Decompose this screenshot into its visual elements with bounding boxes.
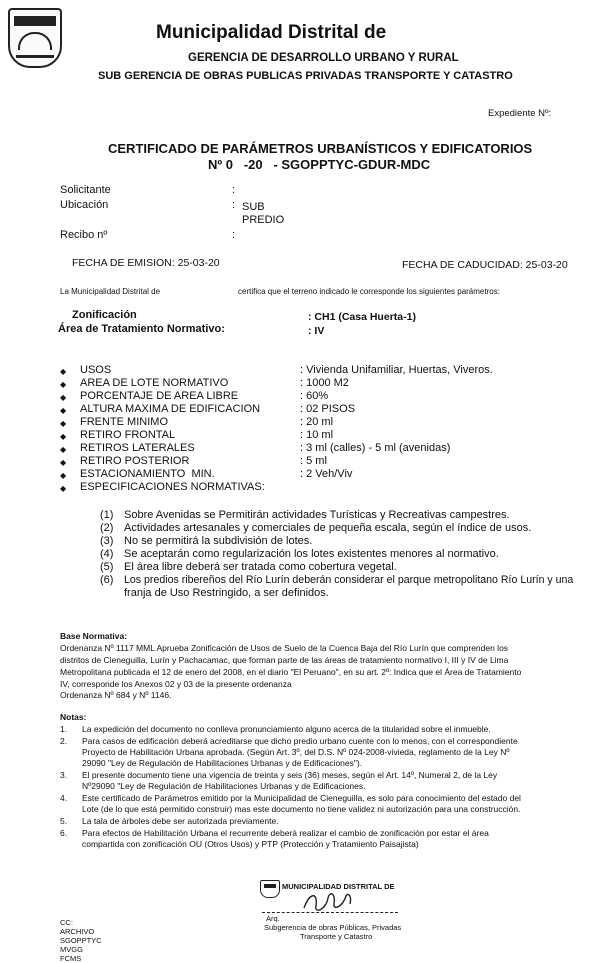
param-label: AREA DE LOTE NORMATIVO: [80, 377, 229, 389]
nota-line: El presente documento tiene una vigencia de treinta y seis (36) meses, según el Art. 14º, Numeral 2, de la Ley: [82, 770, 498, 780]
seal-text: MUNICIPALIDAD DISTRITAL DE: [282, 882, 395, 891]
nota-line: Para efectos de Habilitación Urbana el recurrente deberá realizar el cambio de zonificación por estar el área: [82, 828, 489, 838]
signature-subgerencia: Subgerencia de obras Públicas, Privadas: [264, 923, 402, 932]
param-value: : 3 ml (calles) - 5 ml (avenidas): [300, 442, 451, 454]
base-normativa-line: Metropolitana publicada el 12 de enero del 2008, en el diario "El Peruano", en su art. 2º: Indica que el Área de Tratamiento: [60, 667, 522, 677]
spec-text: El área libre deberá ser tratada como cobertura vegetal.: [124, 561, 397, 573]
spec-number: (5): [100, 561, 114, 573]
nota-number: 6.: [60, 828, 68, 838]
spec-text: Se aceptarán como regularización los lotes existentes menores al normativo.: [124, 548, 499, 560]
recibo-label: Recibo nº: [60, 229, 108, 241]
nota-line: Este certificado de Parámetros emitido por la Municipalidad de Cieneguilla, es solo para conocimiento del estado del: [82, 793, 521, 803]
base-normativa-line: distritos de Cieneguilla, Lurín y Pachacamac, que forman parte de las áreas de tratamiento normativo I, III y IV de Lima: [60, 655, 509, 665]
fecha-caducidad: FECHA DE CADUCIDAD: 25-03-20: [402, 259, 568, 271]
bullet-icon: ◆: [60, 484, 67, 493]
subgerencia-title: SUB GERENCIA DE OBRAS PUBLICAS PRIVADAS TRANSPORTE Y CATASTRO: [98, 70, 513, 82]
param-label: ESPECIFICACIONES NORMATIVAS:: [80, 481, 265, 493]
param-label: FRENTE MINIMO: [80, 416, 168, 428]
base-normativa-line: IV, corresponde los Anexos 02 y 03 de la presente ordenanza: [60, 679, 292, 689]
municipality-logo: [8, 8, 62, 68]
param-value: : 20 ml: [300, 416, 334, 428]
fecha-emision: FECHA DE EMISION: 25-03-20: [72, 257, 220, 269]
municipal-seal-icon: [260, 880, 280, 898]
cc-item: FCMS: [60, 954, 82, 963]
base-normativa-line: Ordenanza Nº 1117 MML Aprueba Zonificación de Usos de Suelo de la Cuenca Baja del Río Lurín que comprenden los: [60, 643, 509, 653]
cc-item: SGOPPTYC: [60, 936, 102, 945]
solicitante-label: Solicitante: [60, 184, 111, 196]
spec-text: Los predios ribereños del Río Lurín deberán considerar el parque metropolitano Río Lurín y una: [124, 574, 574, 586]
param-value: : 02 PISOS: [300, 403, 356, 415]
bullet-icon: ◆: [60, 419, 67, 428]
bullet-icon: ◆: [60, 393, 67, 402]
nota-line: Nº29090 "Ley de Regulación de Habilitaciones Urbanas y de Edificaciones.: [82, 781, 366, 791]
nota-line: Para casos de edificación deberá acreditarse que dicho predio urbano cuente con lo menos, con el correspondiente: [82, 736, 518, 746]
nota-line: 29090 "Ley de Regulación de Habilitaciones Urbanas y de Edificaciones").: [82, 758, 363, 768]
ubicacion-colon: :: [232, 199, 236, 211]
spec-number: (6): [100, 574, 114, 586]
intro-right: certifica que el terreno indicado le corresponde los siguientes parámetros:: [238, 287, 500, 296]
signature-line: [262, 912, 398, 913]
param-value: : 2 Veh/Viv: [300, 468, 353, 480]
param-value: : Vivienda Unifamiliar, Huertas, Viveros.: [300, 364, 493, 376]
spec-text: No se permitirá la subdivisión de lotes.: [124, 535, 313, 547]
nota-number: 3.: [60, 770, 68, 780]
nota-number: 1.: [60, 724, 68, 734]
zonificacion-value: : CH1 (Casa Huerta-1): [308, 311, 416, 323]
nota-line: compartida con zonificación OU (Otros Usos) y PTP (Protección y Tratamiento Paisajista): [82, 839, 419, 849]
bullet-icon: ◆: [60, 458, 67, 467]
certificate-title: CERTIFICADO DE PARÁMETROS URBANÍSTICOS Y EDIFICATORIOS: [108, 141, 533, 156]
param-label: USOS: [80, 364, 112, 376]
bullet-icon: ◆: [60, 445, 67, 454]
recibo-value: :: [232, 229, 236, 241]
nota-line: La expedición del documento no conlleva pronunciamiento alguno acerca de la titularidad sobre el inmueble.: [82, 724, 491, 734]
notas-title: Notas:: [60, 712, 87, 722]
certificate-number: Nº 0 -20 - SGOPPTYC-GDUR-MDC: [208, 157, 431, 172]
param-label: ESTACIONAMIENTO MIN.: [80, 468, 215, 480]
nota-line: La tala de árboles debe ser autorizada previamente.: [82, 816, 279, 826]
param-label: RETIROS LATERALES: [80, 442, 195, 454]
expediente-label: Expediente Nº:: [488, 108, 552, 119]
intro-left: La Municipalidad Distrital de: [60, 287, 161, 296]
param-label: RETIRO POSTERIOR: [80, 455, 190, 467]
bullet-icon: ◆: [60, 432, 67, 441]
ubicacion-label: Ubicación: [60, 199, 109, 211]
area-tratamiento-label: Área de Tratamiento Normativo:: [58, 323, 225, 335]
nota-number: 5.: [60, 816, 68, 826]
municipality-name: Municipalidad Distrital de: [156, 22, 387, 43]
gerencia-title: GERENCIA DE DESARROLLO URBANO Y RURAL: [188, 52, 459, 64]
param-value: : 1000 M2: [300, 377, 349, 389]
area-tratamiento-value: : IV: [308, 325, 325, 337]
base-normativa-line: Ordenanza Nº 684 y Nº 1146.: [60, 690, 172, 700]
nota-line: Proyecto de Habilitación Urbana aprobada. (Según Art. 3º, del D.S. Nº 024-2008-vivieda, reglamento de la Ley Nº: [82, 747, 510, 757]
spec-text: Sobre Avenidas se Permitirán actividades Turísticas y Recreativas campestres.: [124, 509, 510, 521]
bullet-icon: ◆: [60, 471, 67, 480]
signature-transporte: Transporte y Catastro: [300, 932, 373, 941]
spec-number: (1): [100, 509, 114, 521]
bullet-icon: ◆: [60, 380, 67, 389]
cc-item: MVGG: [60, 945, 83, 954]
bullet-icon: ◆: [60, 406, 67, 415]
solicitante-value: :: [232, 184, 236, 196]
param-label: RETIRO FRONTAL: [80, 429, 176, 441]
zonificacion-label: Zonificación: [72, 309, 137, 321]
spec-number: (3): [100, 535, 114, 547]
bullet-icon: ◆: [60, 367, 67, 376]
cc-item: ARCHIVO: [60, 927, 95, 936]
nota-number: 4.: [60, 793, 68, 803]
ubicacion-sub: SUB: [242, 201, 265, 213]
param-label: ALTURA MAXIMA DE EDIFICACION: [80, 403, 261, 415]
spec-text-continued: franja de Uso Restringido, a ser definidos.: [124, 587, 329, 599]
spec-number: (4): [100, 548, 114, 560]
nota-line: Lote (de lo que está permitido construir) mas este documento no tiene validez ni autorización para una construcción.: [82, 804, 521, 814]
cc-item: CC:: [60, 918, 73, 927]
param-label: PORCENTAJE DE AREA LIBRE: [80, 390, 239, 402]
param-value: : 5 ml: [300, 455, 327, 467]
nota-number: 2.: [60, 736, 68, 746]
param-value: : 10 ml: [300, 429, 334, 441]
spec-text: Actividades artesanales y comerciales de pequeña escala, según el índice de usos.: [124, 522, 532, 534]
ubicacion-predio: PREDIO: [242, 214, 285, 226]
signature-arq: Arq.: [266, 914, 280, 923]
base-normativa-title: Base Normativa:: [60, 631, 128, 641]
spec-number: (2): [100, 522, 114, 534]
param-value: : 60%: [300, 390, 329, 402]
